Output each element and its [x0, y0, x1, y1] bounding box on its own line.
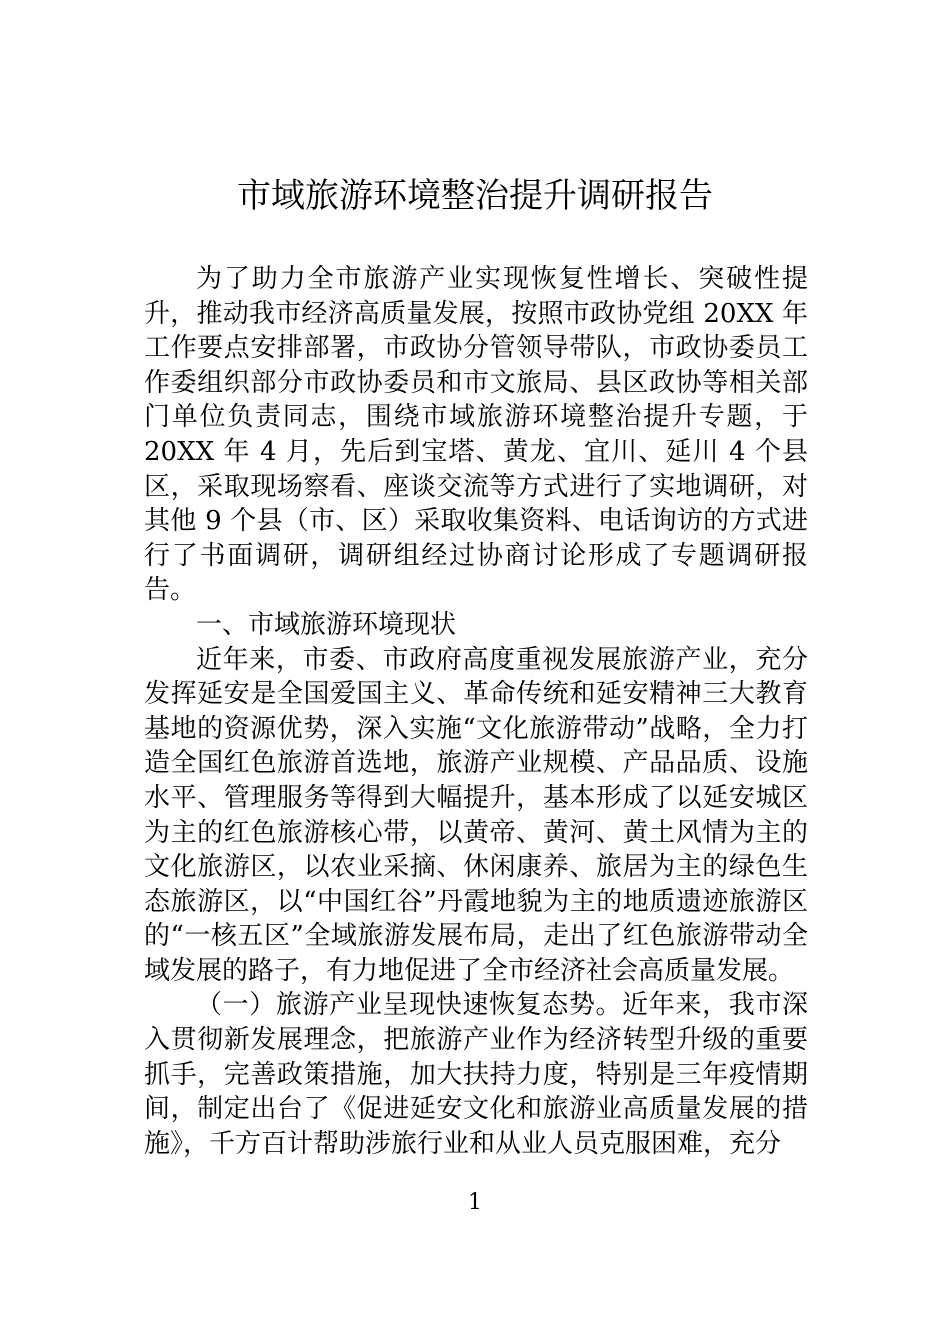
body-paragraph: 近年来，市委、市政府高度重视发展旅游产业，充分发挥延安是全国爱国主义、革命传统和延安精神三大教育基地的资源优势，深入实施“文化旅游带动”战略，全力打造全国红色旅游首选地，旅游产业规模、产品品质、设施水平、管理服务等得到大幅提升，基本形成了以延安城区为主的红色旅游核心带，以黄帝、黄河、黄土风情为主的文化旅游区，以农业采摘、休闲康养、旅居为主的绿色生态旅游区，以“中国红谷”丹霞地貌为主的地质遗迹旅游区的“一核五区”全域旅游发展布局，走出了红色旅游带动全域发展的路子，有力地促进了全市经济社会高质量发展。 — [144, 644, 808, 986]
section-heading: 一、市域旅游环境现状 — [196, 609, 457, 640]
intro-paragraph: 为了助力全市旅游产业实现恢复性增长、突破性提升，推动我市经济高质量发展，按照市政协党组 20XX 年工作要点安排部署，市政协分管领导带队，市政协委员工作委组织部分市政协委员和市文旅局、县区政协等相关部门单位负责同志，围绕市域旅游环境整治提升专题，于 20XX 年 4 月，先后到宝塔、黄龙、宜川、延川 4 个县区，采取现场察看、座谈交流等方式进行了实地调研，对其他 9 个县（市、区）采取收集资料、电话询访的方式进行了书面调研，调研组经过协商讨论形成了专题调研报告。 — [144, 264, 808, 606]
document-body — [144, 262, 808, 1161]
page-number: 1 — [468, 1190, 482, 1215]
body-paragraph: （一）旅游产业呈现快速恢复态势。近年来，我市深入贯彻新发展理念，把旅游产业作为经济转型升级的重要抓手，完善政策措施，加大扶持力度，特别是三年疫情期间，制定出台了《促进延安文化和旅游业高质量发展的措施》，千方百计帮助涉旅行业和从业人员克服困难，充分 — [144, 990, 808, 1159]
document-title: 市域旅游环境整治提升调研报告 — [237, 176, 713, 216]
